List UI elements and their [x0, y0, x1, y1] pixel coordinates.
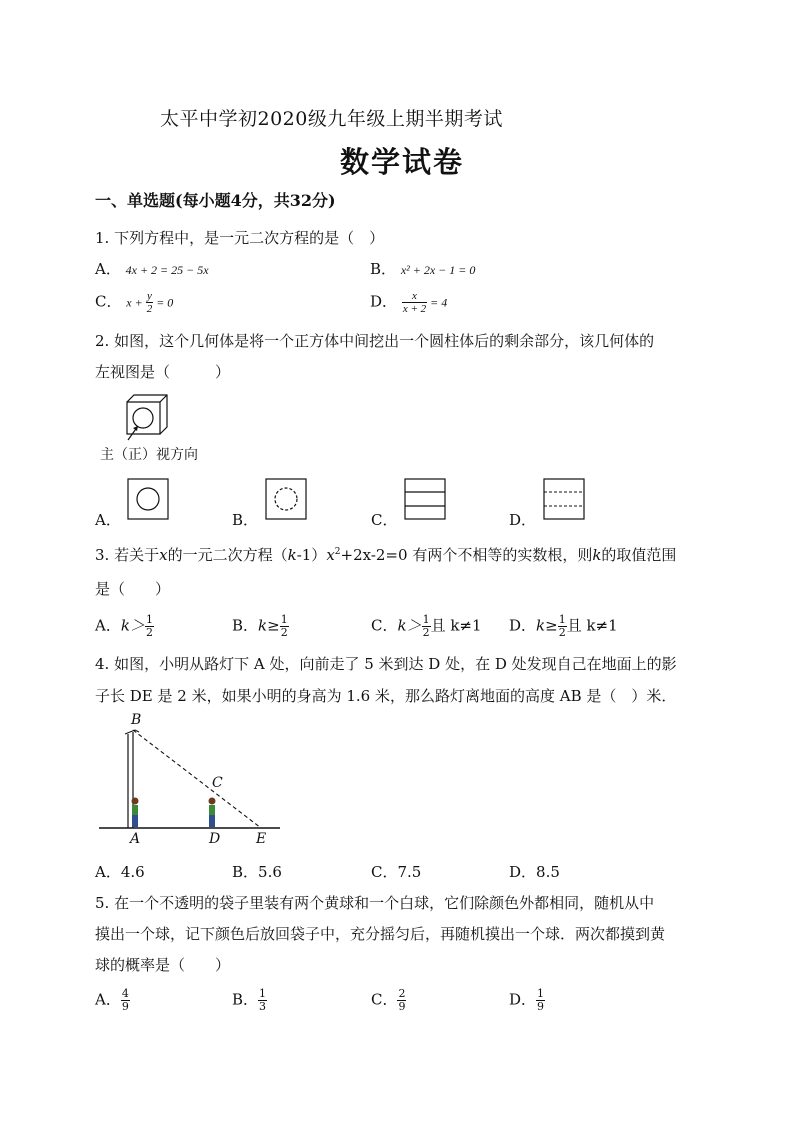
q3-option-d — [509, 614, 618, 639]
question-text: 的取值范围 — [601, 546, 677, 564]
q2-option-a-figure — [127, 478, 169, 520]
q4-option-b — [232, 861, 282, 882]
exam-title: 太平中学初2020级九年级上期半期考试 — [160, 108, 503, 130]
q1-option-a — [95, 258, 209, 279]
q3-option-c — [371, 614, 482, 639]
cube-figure — [120, 392, 170, 442]
option-content: = 4 — [427, 295, 448, 310]
option-content: k＞ — [120, 616, 145, 635]
q1-option-d — [370, 290, 447, 315]
q3-option-b — [232, 614, 289, 639]
q2-option-a-label: A． — [95, 511, 121, 529]
question-text: 下列方程中，是一元二次方程的是（ ） — [114, 229, 385, 247]
q5-option-c — [371, 988, 406, 1013]
q1-option-b — [370, 258, 475, 279]
option-content: 且 k≠1 — [430, 616, 482, 635]
question-3 — [95, 544, 676, 565]
fraction — [121, 988, 130, 1013]
fraction — [280, 614, 289, 639]
question-text: 如图，这个几何体是将一个正方体中间挖出一个圆柱体后的剩余部分，该几何体的 — [114, 332, 655, 350]
option-content: x² + 2x − 1 = 0 — [400, 263, 476, 277]
option-content: k≥ — [258, 616, 280, 635]
question-text: 若关于 — [114, 546, 160, 564]
option-content: 且 k≠1 — [566, 616, 618, 635]
option-label: B． — [232, 990, 259, 1009]
question-1 — [95, 227, 384, 248]
option-label: B． — [232, 863, 259, 881]
fraction-numerator: y — [147, 290, 152, 302]
option-value: 7.5 — [397, 863, 422, 881]
fraction — [258, 988, 267, 1013]
q2-option-b-figure — [265, 478, 307, 520]
q2-option-b-label: B． — [232, 511, 259, 529]
fraction — [145, 614, 154, 639]
q5-option-d — [509, 988, 545, 1013]
question-number: 4. — [95, 655, 110, 673]
fraction — [536, 988, 545, 1013]
question-text: 在一个不透明的袋子里装有两个黄球和一个白球，它们除颜色外都相同，随机从中 — [114, 894, 655, 912]
option-value: 4.6 — [120, 863, 145, 881]
label-d: D — [209, 831, 221, 847]
option-label: A． — [95, 990, 121, 1009]
option-label: C． — [95, 292, 122, 311]
fraction-denominator: 9 — [398, 1000, 406, 1013]
option-label: A． — [95, 863, 121, 881]
fraction-numerator: 1 — [422, 613, 430, 626]
q4-option-a — [95, 861, 145, 882]
fraction-denominator: 3 — [259, 1000, 267, 1013]
option-content: = 0 — [153, 295, 174, 310]
fraction-numerator: 1 — [259, 987, 267, 1000]
option-label: C． — [371, 863, 398, 881]
figure-caption: 主（正）视方向 — [100, 447, 198, 463]
q5-option-b — [232, 988, 267, 1013]
fraction-denominator: 2 — [280, 626, 288, 639]
question-5-line2: 摸出一个球，记下颜色后放回袋子中，充分摇匀后，再随机摸出一个球．两次都摸到黄 — [95, 925, 666, 943]
fraction-numerator: 4 — [121, 987, 129, 1000]
fraction-denominator: 2 — [422, 626, 430, 639]
label-c: C — [212, 775, 223, 791]
fraction-denominator: 2 — [558, 626, 566, 639]
question-3-line2: 是（ ） — [95, 580, 171, 598]
question-2-line2: 左视图是（ ） — [95, 363, 231, 381]
section-heading: 一、单选题(每小题4分，共32分) — [95, 191, 336, 210]
fraction-numerator: 2 — [398, 987, 406, 1000]
question-text: 的一元二次方程（ — [167, 546, 288, 564]
option-label: B． — [370, 260, 397, 278]
fraction-denominator: 9 — [537, 1000, 545, 1013]
q2-option-c-label: C． — [371, 511, 398, 529]
q1-option-c — [95, 290, 173, 315]
option-label: B． — [232, 616, 259, 635]
question-number: 3. — [95, 546, 110, 564]
q5-option-a — [95, 988, 130, 1013]
q4-option-d — [509, 861, 560, 882]
variable-k: k — [592, 546, 602, 564]
q3-option-a — [95, 614, 154, 639]
fraction-denominator: 2 — [145, 626, 153, 639]
option-value: 5.6 — [258, 863, 282, 881]
question-text: 如图，小明从路灯下 A 处，向前走了 5 米到达 D 处，在 D 处发现自己在地面上的影 — [114, 655, 677, 673]
variable-x: x — [159, 546, 168, 564]
label-b: B — [131, 712, 142, 728]
fraction — [402, 290, 427, 315]
exponent: 2 — [334, 547, 341, 557]
option-label: D． — [509, 990, 537, 1009]
option-value: 8.5 — [536, 863, 560, 881]
fraction-numerator: 1 — [558, 613, 566, 626]
fraction-denominator: 9 — [121, 1000, 129, 1013]
question-5 — [95, 892, 654, 913]
question-4 — [95, 653, 677, 674]
fraction — [397, 988, 406, 1013]
option-label: A． — [95, 616, 121, 635]
variable-k: k — [287, 546, 297, 564]
label-e: E — [256, 831, 267, 847]
fraction — [422, 614, 431, 639]
q2-option-c-figure — [404, 478, 446, 520]
option-label: C． — [371, 616, 398, 635]
q2-option-d-label: D． — [509, 511, 537, 529]
option-content: x + — [126, 295, 146, 310]
option-label: D． — [370, 292, 398, 311]
option-label: C． — [371, 990, 398, 1009]
question-text: -1） — [296, 546, 327, 564]
fraction-numerator: 1 — [280, 613, 288, 626]
question-number: 2. — [95, 332, 110, 350]
question-number: 1. — [95, 229, 110, 247]
question-text: +2x-2=0 有两个不相等的实数根，则 — [340, 546, 593, 564]
q2-option-d-figure — [543, 478, 585, 520]
option-label: D． — [509, 863, 537, 881]
option-content: 4x + 2 = 25 − 5x — [125, 263, 209, 277]
question-4-line2: 子长 DE 是 2 米，如果小明的身高为 1.6 米，那么路灯离地面的高度 AB 是（ ）米． — [95, 687, 677, 705]
fraction-denominator: x + 2 — [402, 303, 427, 315]
option-content: k≥ — [536, 616, 558, 635]
label-a: A — [130, 831, 141, 847]
fraction-denominator: 2 — [146, 303, 153, 315]
fraction-numerator: 1 — [537, 987, 545, 1000]
q4-option-c — [371, 861, 421, 882]
variable-x: x — [326, 546, 335, 564]
fraction-numerator: x — [412, 290, 417, 302]
fraction-numerator: 1 — [145, 613, 153, 626]
subject-title: 数学试卷 — [340, 145, 465, 179]
streetlamp-figure — [95, 712, 285, 847]
fraction — [558, 614, 567, 639]
question-2 — [95, 330, 654, 351]
option-content: k＞ — [397, 616, 422, 635]
option-label: A． — [95, 260, 121, 278]
option-label: D． — [509, 616, 537, 635]
question-5-line3: 球的概率是（ ） — [95, 956, 231, 974]
question-number: 5. — [95, 894, 110, 912]
